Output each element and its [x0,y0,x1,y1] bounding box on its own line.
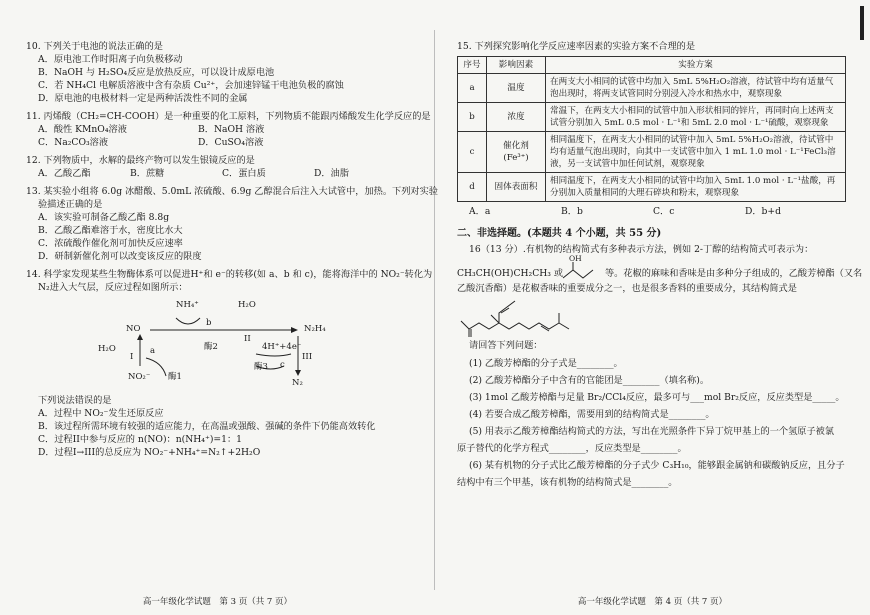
experiment-table [457,56,846,202]
scheme-a: a [150,346,156,356]
scheme-n2h4: N₂H₄ [304,324,326,334]
q13-option-a: A．该实验可制备乙酸乙酯 8.8g [38,212,170,223]
q11-option-c: C．Na₂CO₃溶液 [38,137,109,148]
q13-option-b: B．乙酸乙酯难溶于水，密度比水大 [38,225,183,236]
question-15 [457,40,848,218]
row-no: b [458,103,487,132]
q16-sub-5: (5) 用表示乙酸芳樟酯结构简式的方法，写出在光照条件下异丁烷甲基上的一个氢原子被氯 [469,426,835,437]
q16-answer-intro: 请回答下列问题： [469,340,543,351]
table-row [458,132,846,173]
q10-option-c: C．若 NH₄Cl 电解质溶液中含有杂质 Cu²⁺，会加速锌锰干电池负极的腐蚀 [38,80,344,91]
q15-option-d: D．b+d [745,206,782,217]
q14-option-d: D．过程I→III的总反应为 NO₂⁻+NH₄⁺=N₂↑+2H₂O [38,447,261,458]
q12-option-d: D．油脂 [314,168,349,179]
q15-option-c: C．c [653,206,675,217]
table-row [458,173,846,202]
q16-sub-1: (1) 乙酸芳樟酯的分子式是________。 [469,358,623,369]
q14-stem-line1: 14. 科学家发现某些生物酶体系可以促进H⁺和 e⁻的转移(如 a、b 和 c)，能将海洋中的 NO₂⁻转化为 [26,269,433,280]
q11-option-b: B．NaOH 溶液 [198,124,265,135]
table-header-row [458,57,846,74]
scheme-enzyme-2: 酶2 [204,342,218,352]
section-2-heading: 二、非选择题。(本题共 4 个小题，共 55 分) [457,228,662,239]
q16-line3: 乙酸沉香酯）是花椒香味的重要成分之一，也是很多香料的重要成分，其结构简式是 [457,283,797,294]
q13-option-c: C．浓硫酸作催化剂可加快反应速率 [38,238,183,249]
q16-formula-left: CH₃CH(OH)CH₂CH₃ 或 [457,268,564,279]
q10-option-d: D．原电池的电极材料一定是两种活泼性不同的金属 [38,93,248,104]
table-row [458,74,846,103]
q16-sub-5-cont: 原子替代的化学方程式________，反应类型是________。 [457,443,687,454]
right-page [435,0,870,615]
q14-option-c: C．过程II中参与反应的 n(NO)：n(NH₄⁺)=1：1 [38,434,242,445]
q11-option-a: A．酸性 KMnO₄溶液 [38,124,127,135]
scheme-b: b [206,318,212,328]
q12-option-b: B．蔗糖 [130,168,165,179]
row-no: c [458,132,487,173]
scheme-no: NO [126,324,141,334]
row-factor: 固体表面积 [487,173,546,202]
q16-sub-6: (6) 某有机物的分子式比乙酸芳樟酯的分子式少 C₃H₁₀，能够跟金属钠和碳酸钠反应，且分子 [469,460,845,471]
scheme-enzyme-3: 酶3 [254,362,268,372]
butanol-oh-label: OH [569,254,582,263]
q12-stem: 12. 下列物质中，水解的最终产物可以发生银镜反应的是 [26,155,255,166]
scheme-h2o-top: H₂O [238,300,256,310]
q16-sub-3: (3) 1mol 乙酸芳樟酯与足量 Br₂/CCl₄反应，最多可与___mol Br₂反应，反应类型是_____。 [469,392,845,403]
q12-option-a: A．乙酸乙酯 [38,168,91,179]
q14-option-a: A．过程中 NO₂⁻发生还原反应 [38,408,164,419]
q16-intro: 16（13 分）.有机物的结构简式有多种表示方法，例如 2-丁醇的结构简式可表示为： [469,244,814,255]
q10-stem: 10. 下列关于电池的说法正确的是 [26,41,163,52]
row-factor: 温度 [487,74,546,103]
q11-option-d: D．CuSO₄溶液 [198,137,264,148]
linalyl-acetate-structure [457,295,848,339]
row-no: a [458,74,487,103]
q13-stem-line2: 验描述正确的是 [38,199,103,210]
question-10 [26,40,417,105]
q16-sub-4: (4) 若要合成乙酸芳樟酯，需要用到的结构简式是________。 [469,409,715,420]
scheme-enzyme-1: 酶1 [168,372,182,382]
scheme-c: c [280,360,285,370]
reaction-scheme-arrows [106,296,406,392]
scheme-no2: NO₂⁻ [128,372,151,382]
question-16 [457,243,863,491]
question-14 [26,268,433,459]
q16-formula-right: 等。花椒的麻味和香味是由多种分子组成的，乙酸芳樟酯（又名 [605,268,863,279]
q10-option-b: B．NaOH 与 H₂SO₄反应是放热反应，可以设计成原电池 [38,67,275,78]
scheme-4h-4e: 4H⁺+4e⁻ [262,342,302,352]
table-row [458,103,846,132]
scheme-III: III [302,352,313,362]
row-plan: 相同温度下，在两支大小相同的试管中加入 5mL 5%H₂O₂溶液，待试管中均有适量气泡出现时，向其中一支试管中加入 1 mL 1.0 mol · L⁻¹FeCl₃溶液，另一支试管中加任何试剂，观察现象 [546,132,846,173]
row-factor: 浓度 [487,103,546,132]
question-11 [26,110,431,149]
q14-option-b: B．该过程所需环境有较强的适应能力，在高温或强酸、强碱的条件下仍能高效转化 [38,421,376,432]
q15-option-b: B．b [561,206,583,217]
q12-option-c: C．蛋白质 [222,168,266,179]
q16-formula-line [457,254,863,282]
q15-stem: 15. 下列探究影响化学反应速率因素的实验方案不合理的是 [457,41,696,52]
table-header-plan: 实验方案 [546,57,846,74]
table-header-no: 序号 [458,57,487,74]
left-page-footer: 高一年级化学试题 第 3 页（共 7 页） [142,597,293,607]
linalyl-acetate-skeletal-structure [457,295,587,339]
right-page-footer: 高一年级化学试题 第 4 页（共 7 页） [577,597,728,607]
row-plan: 相同温度下，在两支大小相同的试管中均加入 5mL 1.0 mol · L⁻¹盐酸，再分别加入质量相同的大理石碎块和粉末，观察现象 [546,173,846,202]
q16-sub-6-cont: 结构中有三个甲基，该有机物的结构简式是________。 [457,477,678,488]
q14-stem-line2: N₂进入大气层，反应过程如图所示： [38,282,188,293]
q14-stem-line3: 下列说法错误的是 [38,395,112,406]
table-header-factor: 影响因素 [487,57,546,74]
question-12 [26,154,417,180]
scheme-n2: N₂ [292,378,303,388]
q11-stem: 11. 丙烯酸（CH₂=CH-COOH）是一种重要的化工原料，下列物质不能跟丙烯酸发生化学反应的是 [26,111,431,122]
row-no: d [458,173,487,202]
reaction-scheme [26,296,417,392]
q13-option-d: D．研制新催化剂可以改变该反应的限度 [38,251,202,262]
question-13 [26,185,438,263]
q16-sub-2: (2) 乙酸芳樟酯分子中含有的官能团是________（填名称)。 [469,375,710,386]
scheme-nh4: NH₄⁺ [176,300,199,310]
scheme-I: I [130,352,134,362]
scheme-II: II [244,334,251,344]
q13-stem-line1: 13. 某实验小组将 6.0g 冰醋酸、5.0mL 浓硫酸、6.9g 乙醇混合后注入大试管中，加热。下列对实验 [26,186,438,197]
row-plan: 常温下，在两支大小相同的试管中加入形状相同的锌片，再同时向上述两支试管分别加入 5mL 0.5 mol · L⁻¹和 5mL 2.0 mol · L⁻¹硫酸，观察现象 [546,103,846,132]
q15-option-a: A．a [469,206,491,217]
row-factor: 催化剂(Fe³⁺) [487,132,546,173]
scheme-h2o-left: H₂O [98,344,116,354]
row-plan: 在两支大小相同的试管中均加入 5mL 5%H₂O₂溶液，待试管中均有适量气泡出现时，将两支试管同时分别浸入冷水和热水中，观察现象 [546,74,846,103]
q10-option-a: A．原电池工作时阳离子向负极移动 [38,54,183,65]
